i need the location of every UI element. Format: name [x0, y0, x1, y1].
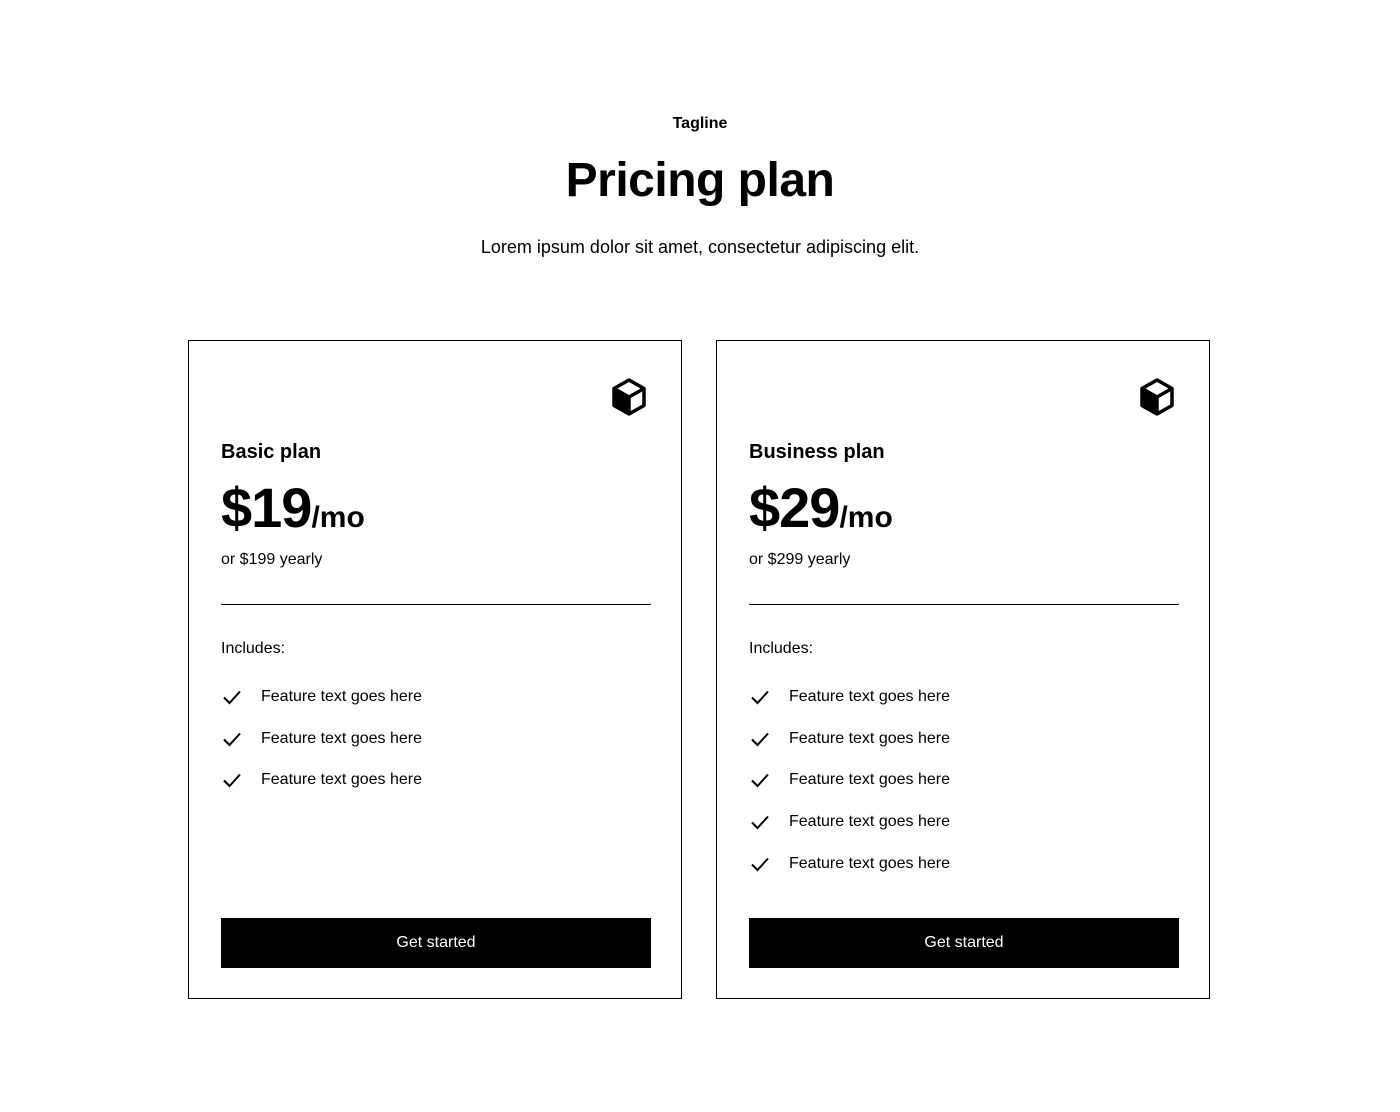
includes-label: Includes:: [749, 640, 814, 657]
price-amount: $29: [749, 476, 840, 539]
feature-text: Feature text goes here: [261, 771, 422, 789]
feature-item: [749, 728, 950, 750]
yearly-price: or $199 yearly: [221, 551, 323, 568]
get-started-button[interactable]: Get started: [221, 918, 651, 968]
check-icon: [749, 769, 771, 791]
price-period: /mo: [311, 501, 365, 534]
feature-item: [221, 686, 422, 708]
feature-item: [749, 853, 950, 875]
includes-label: Includes:: [221, 640, 286, 657]
cube-icon: [607, 375, 651, 419]
feature-item: [221, 769, 422, 791]
divider: [221, 604, 651, 605]
plan-name: Basic plan: [221, 441, 322, 463]
feature-text: Feature text goes here: [261, 729, 422, 747]
feature-text: Feature text goes here: [261, 688, 422, 705]
feature-item: [221, 728, 422, 750]
feature-list: [221, 686, 422, 811]
cube-icon: [1135, 375, 1179, 419]
feature-list: [749, 686, 950, 894]
check-icon: [749, 811, 771, 833]
check-icon: [749, 686, 771, 708]
feature-item: [749, 769, 950, 791]
price: [749, 473, 893, 543]
check-icon: [749, 728, 771, 750]
divider: [749, 604, 1179, 605]
pricing-card-basic: [188, 340, 682, 999]
check-icon: [749, 853, 771, 875]
feature-item: [749, 811, 950, 833]
pricing-card-business: [716, 340, 1210, 999]
feature-item: [749, 686, 950, 708]
feature-text: Feature text goes here: [789, 813, 950, 831]
price: [221, 473, 365, 543]
feature-text: Feature text goes here: [789, 688, 950, 705]
yearly-price: or $299 yearly: [749, 551, 851, 568]
check-icon: [221, 686, 243, 708]
feature-text: Feature text goes here: [789, 729, 950, 747]
get-started-button[interactable]: Get started: [749, 918, 1179, 968]
page-title: Pricing plan: [565, 154, 835, 207]
feature-text: Feature text goes here: [789, 854, 950, 872]
tagline: Tagline: [672, 115, 728, 132]
feature-text: Feature text goes here: [789, 771, 950, 789]
check-icon: [221, 769, 243, 791]
price-amount: $19: [221, 476, 312, 539]
check-icon: [221, 728, 243, 750]
page-subtitle: Lorem ipsum dolor sit amet, consectetur adipiscing elit.: [480, 237, 920, 257]
plan-name: Business plan: [749, 441, 885, 463]
price-period: /mo: [839, 501, 893, 534]
